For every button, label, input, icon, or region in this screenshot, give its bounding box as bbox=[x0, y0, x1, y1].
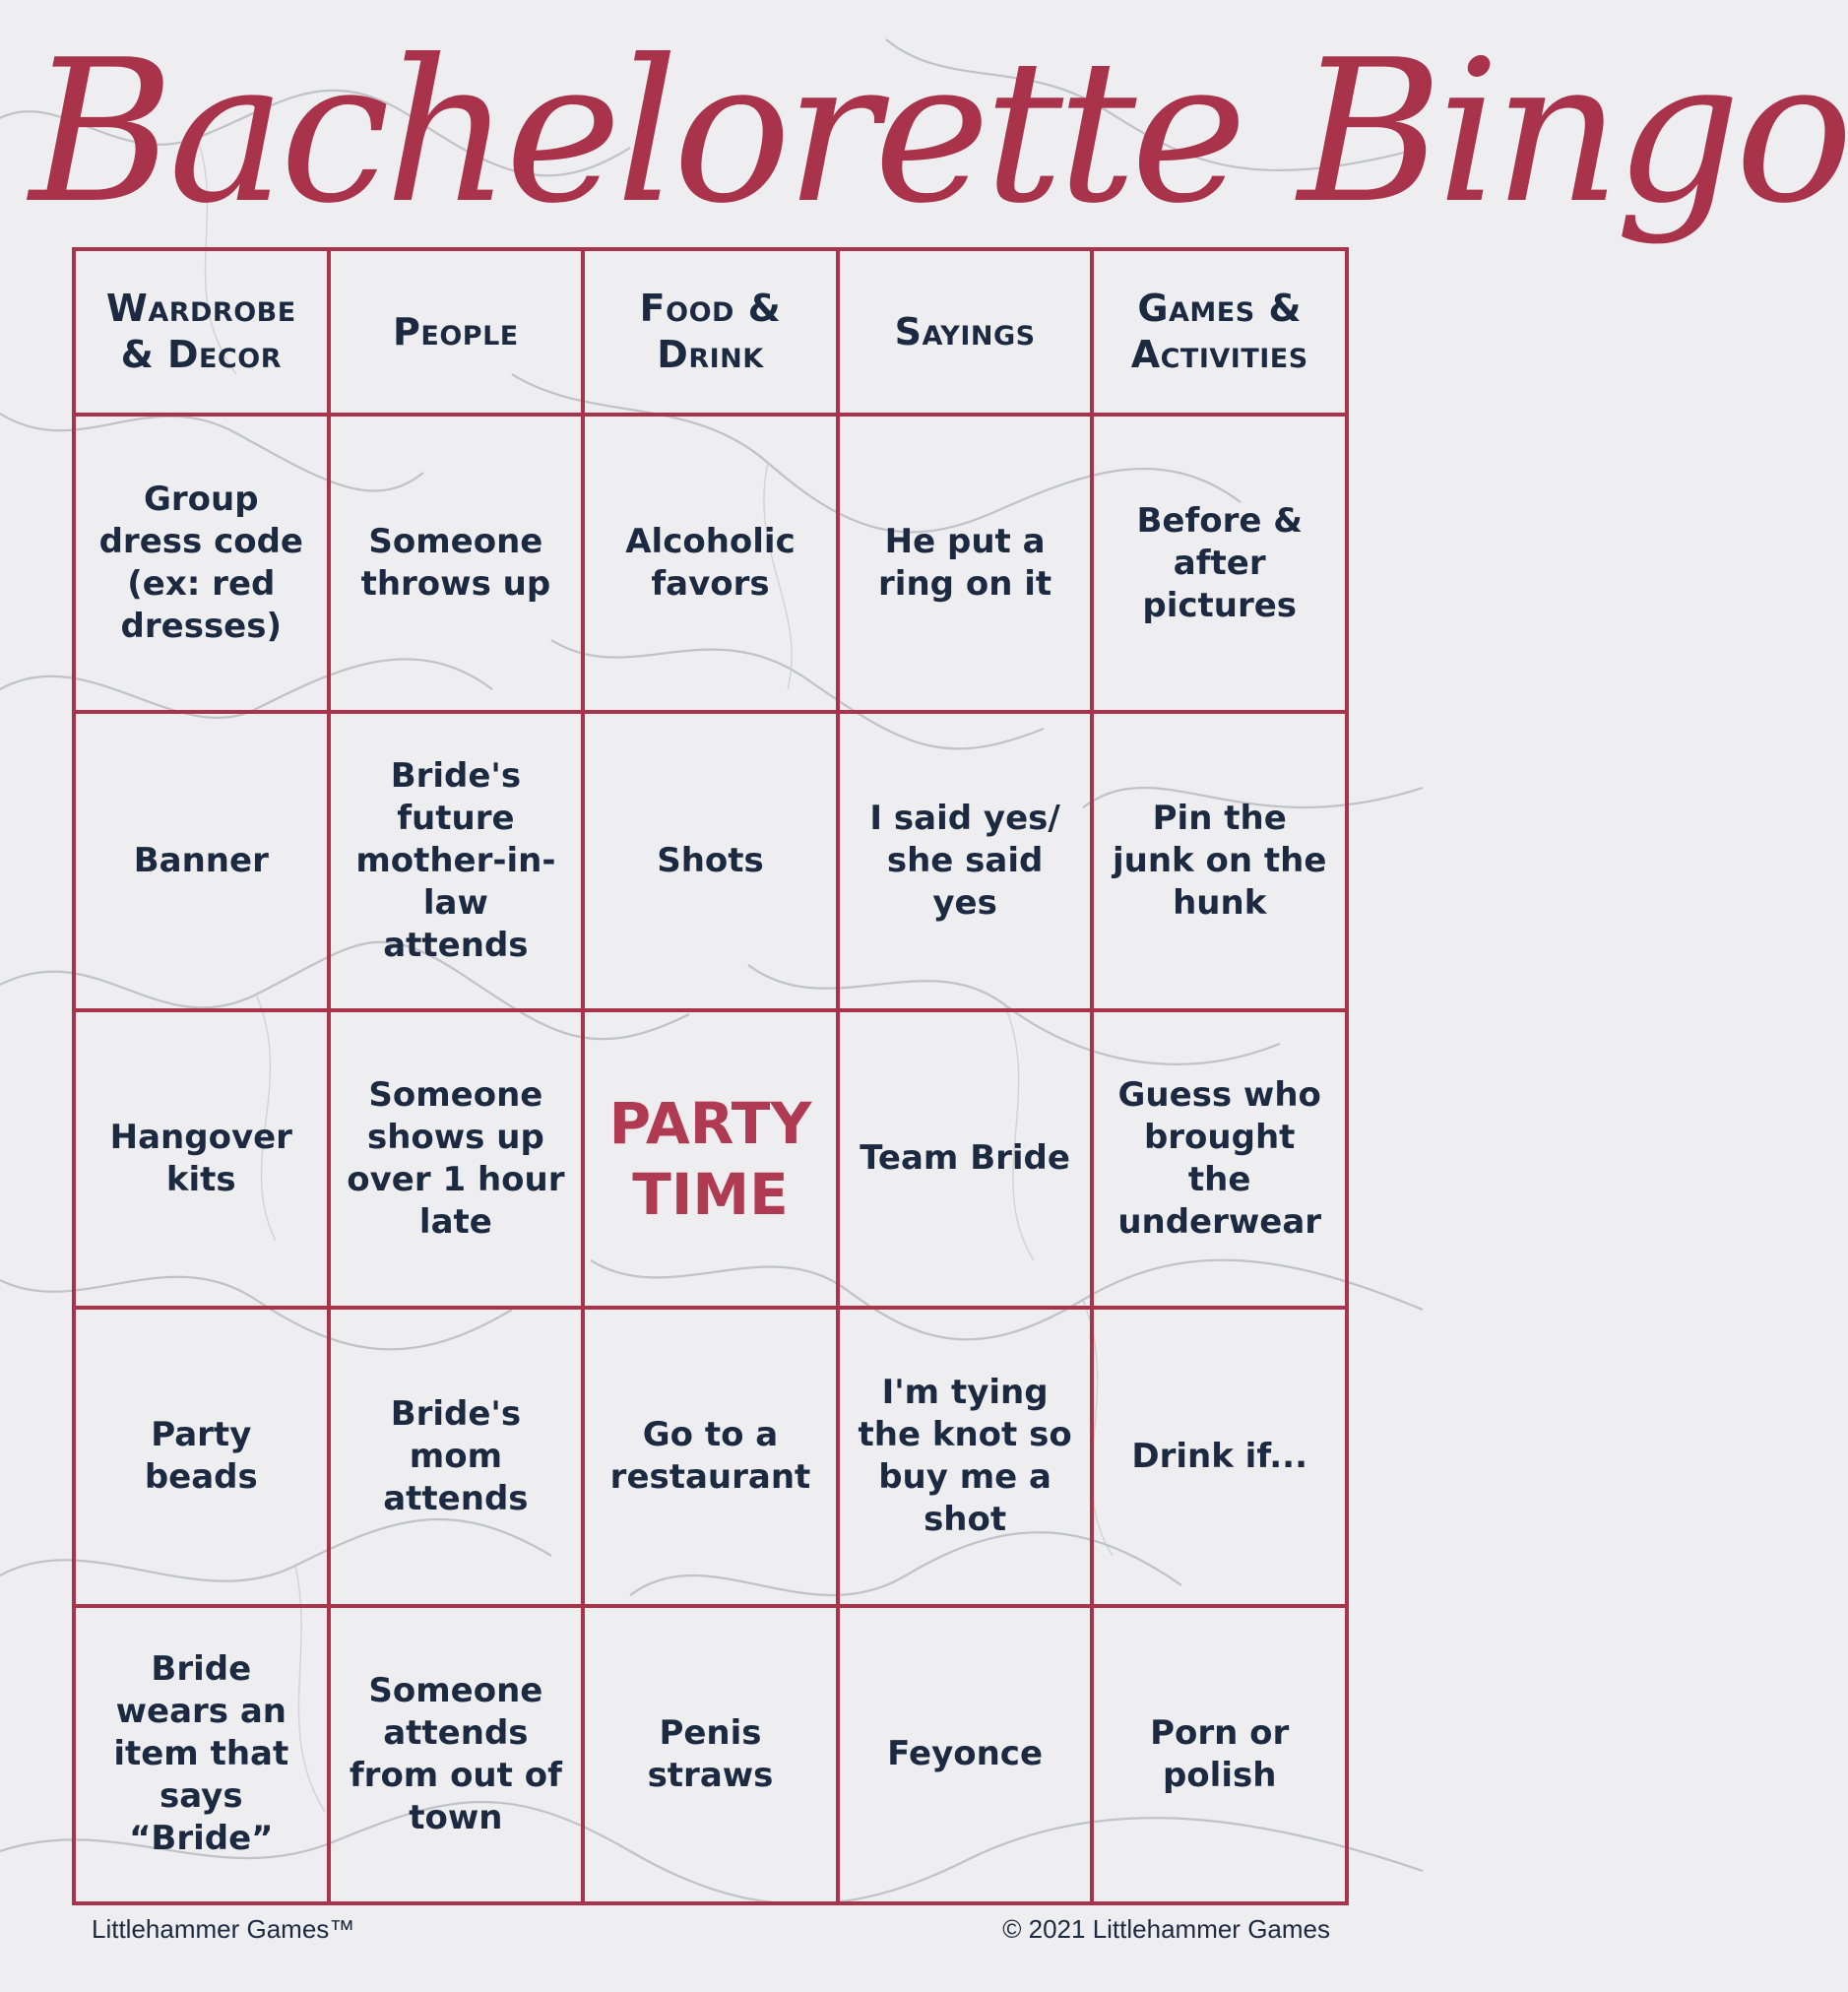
bingo-square[interactable]: Shots bbox=[583, 712, 838, 1009]
bingo-square[interactable]: Someone throws up bbox=[329, 415, 584, 712]
page-title: Bachelorette Bingo bbox=[30, 18, 1848, 247]
bingo-square[interactable]: Party beads bbox=[74, 1308, 329, 1605]
bingo-square[interactable]: Go to a restaurant bbox=[583, 1308, 838, 1605]
footer-copyright: © 2021 Littlehammer Games bbox=[1002, 1914, 1330, 1944]
bingo-square[interactable]: Bride wears an item that says “Bride” bbox=[74, 1606, 329, 1903]
bingo-square[interactable]: Bride's mom attends bbox=[329, 1308, 584, 1605]
bingo-square[interactable]: Bride's future mother-in-law attends bbox=[329, 712, 584, 1009]
bingo-square[interactable]: Someone attends from out of town bbox=[329, 1606, 584, 1903]
footer-brand: Littlehammer Games™ bbox=[92, 1914, 355, 1944]
bingo-square[interactable]: Porn or polish bbox=[1092, 1606, 1347, 1903]
free-space[interactable]: PARTY TIME bbox=[583, 1010, 838, 1308]
bingo-square[interactable]: Before & after pictures bbox=[1092, 415, 1347, 712]
bingo-square[interactable]: Someone shows up over 1 hour late bbox=[329, 1010, 584, 1308]
bingo-square[interactable]: Team Bride bbox=[838, 1010, 1093, 1308]
bingo-card bbox=[72, 247, 1349, 1905]
bingo-square[interactable]: Alcoholic favors bbox=[583, 415, 838, 712]
column-header: People bbox=[329, 249, 584, 415]
column-header: Games & Activities bbox=[1092, 249, 1347, 415]
bingo-square[interactable]: Guess who brought the underwear bbox=[1092, 1010, 1347, 1308]
bingo-square[interactable]: Feyonce bbox=[838, 1606, 1093, 1903]
bingo-square[interactable]: I'm tying the knot so buy me a shot bbox=[838, 1308, 1093, 1605]
bingo-square[interactable]: Penis straws bbox=[583, 1606, 838, 1903]
bingo-square[interactable]: Hangover kits bbox=[74, 1010, 329, 1308]
column-header: Food & Drink bbox=[583, 249, 838, 415]
column-header: Sayings bbox=[838, 249, 1093, 415]
bingo-square[interactable]: He put a ring on it bbox=[838, 415, 1093, 712]
bingo-square[interactable]: Drink if... bbox=[1092, 1308, 1347, 1605]
bingo-square[interactable]: I said yes/ she said yes bbox=[838, 712, 1093, 1009]
bingo-square[interactable]: Banner bbox=[74, 712, 329, 1009]
bingo-square[interactable]: Pin the junk on the hunk bbox=[1092, 712, 1347, 1009]
column-header: Wardrobe & Decor bbox=[74, 249, 329, 415]
bingo-square[interactable]: Group dress code (ex: red dresses) bbox=[74, 415, 329, 712]
